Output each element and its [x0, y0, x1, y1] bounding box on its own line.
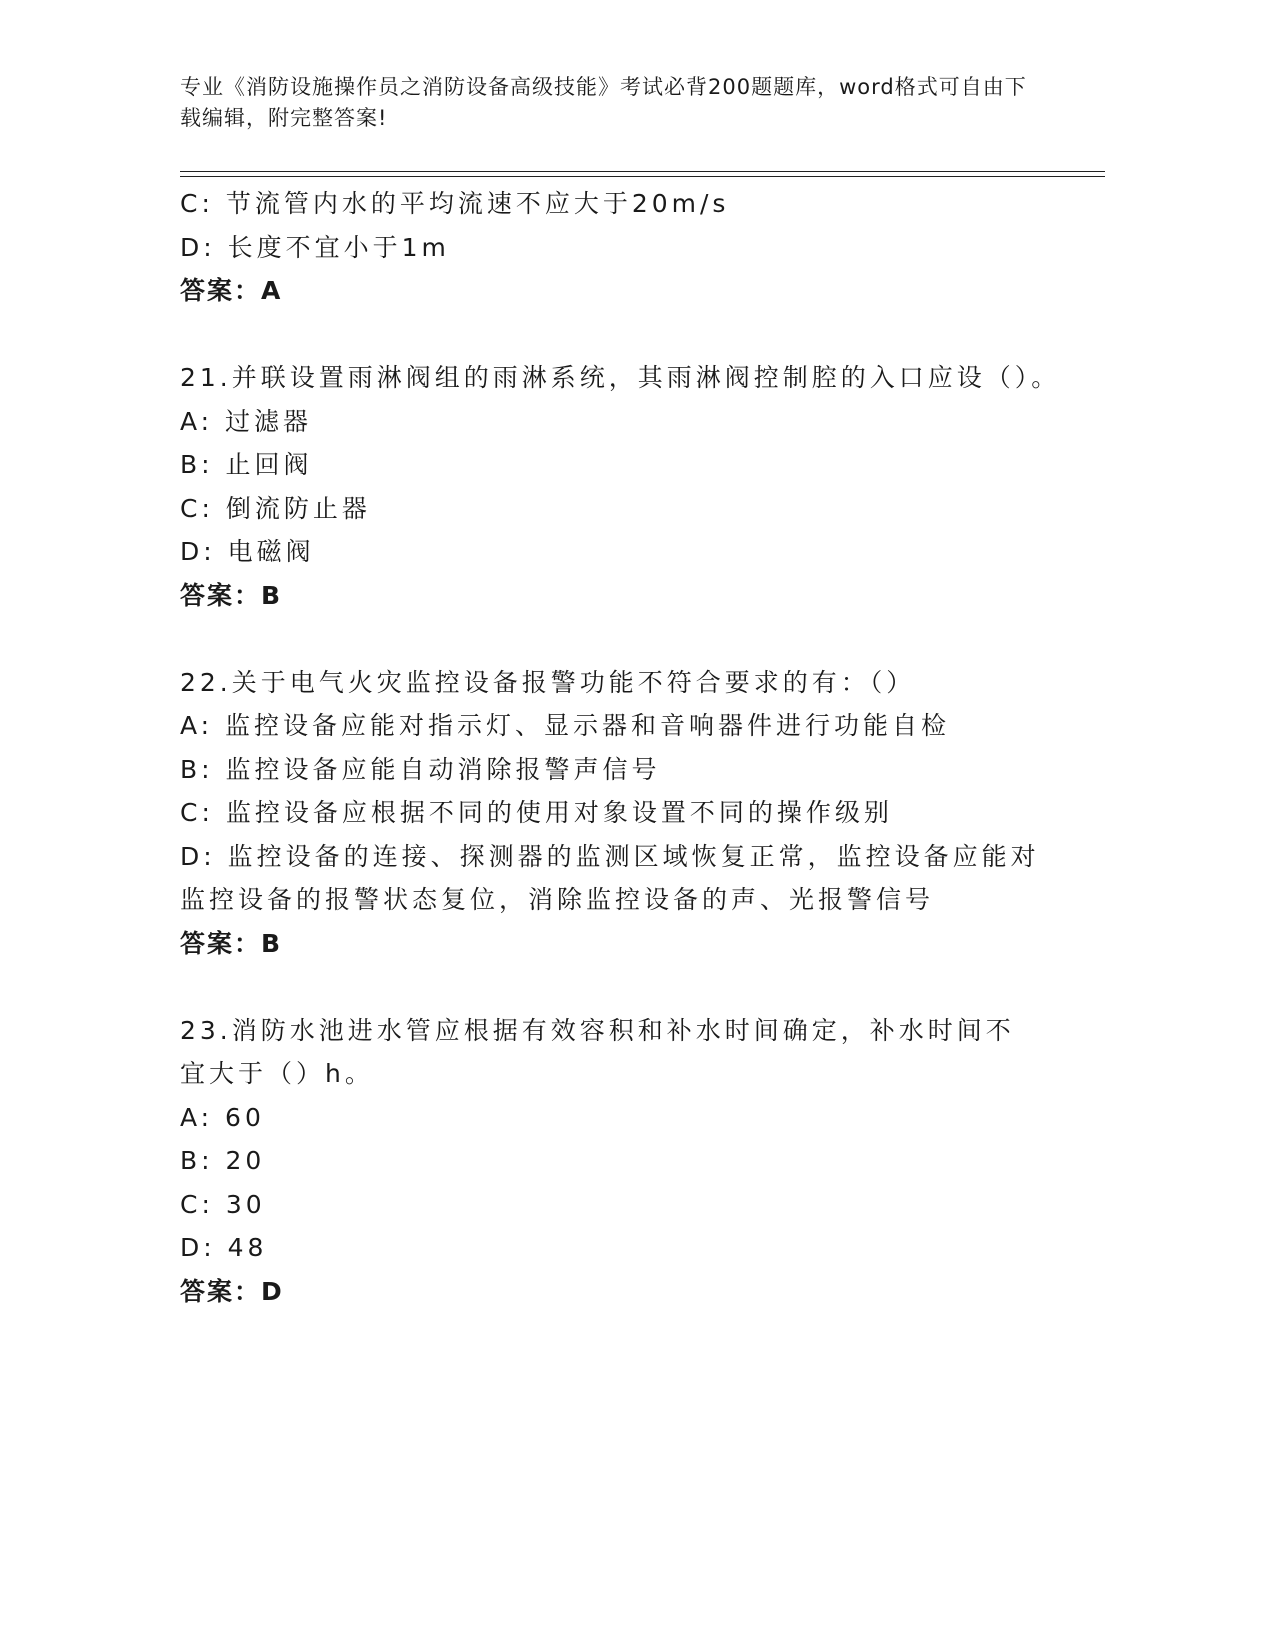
- option-c: C: 30: [180, 1189, 266, 1219]
- option-a: A: 过滤器: [180, 406, 313, 436]
- option-d: D: 48: [180, 1233, 268, 1262]
- question-list: [180, 182, 1080, 1313]
- option-c: C: 监控设备应根据不同的使用对象设置不同的操作级别: [180, 798, 893, 827]
- option-d: D: 长度不宜小于1m: [180, 232, 450, 262]
- answer-line: 答案：B: [180, 580, 283, 610]
- option-d: D: 监控设备的连接、探测器的监测区域恢复正常，监控设备应能对监控设备的报警状态复位，消除监控设备的声、光报警信号: [180, 841, 1040, 914]
- option-b: B: 监控设备应能自动消除报警声信号: [180, 754, 661, 784]
- answer-line: 答案：A: [180, 276, 283, 305]
- option-c: C: 倒流防止器: [180, 493, 371, 523]
- question-stem: 23.消防水池进水管应根据有效容积和补水时间确定，补水时间不宜大于（）h。: [180, 1015, 1015, 1088]
- answer-line: 答案：B: [180, 928, 283, 958]
- spacer: [180, 965, 1080, 1009]
- option-b: B: 20: [180, 1146, 266, 1175]
- option-d: D: 电磁阀: [180, 537, 315, 566]
- spacer: [180, 617, 1080, 661]
- document-header: 专业《消防设施操作员之消防设备高级技能》考试必背200题题库，word格式可自由下载编辑，附完整答案!: [180, 75, 1027, 130]
- option-c: C: 节流管内水的平均流速不应大于20m/s: [180, 189, 730, 218]
- question-stem: 21.并联设置雨淋阀组的雨淋系统，其雨淋阀控制腔的入口应设（）。: [180, 363, 1061, 392]
- question-stem: 22.关于电气火灾监控设备报警功能不符合要求的有：（）: [180, 667, 916, 697]
- option-a: A: 60: [180, 1102, 265, 1132]
- answer-line: 答案：D: [180, 1276, 284, 1306]
- option-a: A: 监控设备应能对指示灯、显示器和音响器件进行功能自检: [180, 711, 951, 740]
- spacer: [180, 313, 1080, 357]
- header-rule-top: [180, 171, 1105, 172]
- header-rule-bottom: [180, 176, 1105, 177]
- option-b: B: 止回阀: [180, 450, 313, 479]
